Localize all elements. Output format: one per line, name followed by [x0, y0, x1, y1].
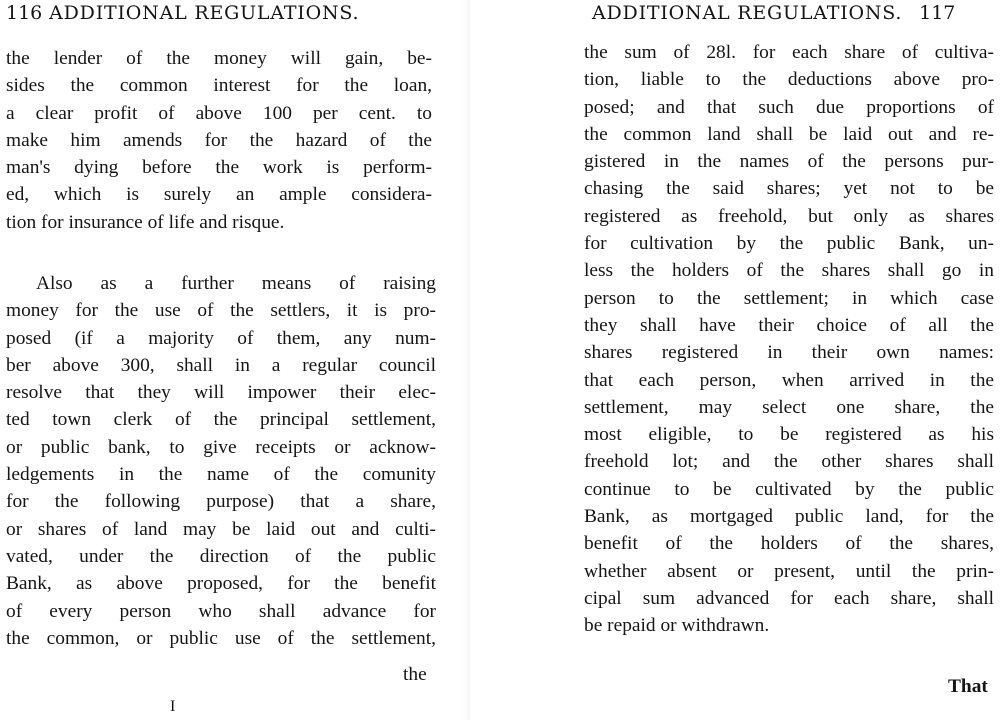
text-line: that each person, when arrived in the [584, 369, 994, 391]
text-line: ted town clerk of the principal settlement, [6, 409, 436, 431]
text-line: the sum of 28l. for each share of cultiva- [584, 42, 994, 63]
text-line: or public bank, to give receipts or acknow- [6, 436, 436, 458]
text-line: man's dying before the work is perform- [6, 157, 432, 179]
text-line: resolve that they will impower their elec- [6, 382, 436, 404]
text-line: ber above 300, shall in a regular council [6, 354, 436, 376]
text-line: for the following purpose) that a share, [6, 491, 436, 513]
left-running-title: ADDITIONAL REGULATIONS. [49, 2, 360, 24]
text-line: make him amends for the hazard of the [6, 129, 432, 151]
text-line: the common land shall be laid out and re- [584, 123, 994, 145]
text-line: whether absent or present, until the prin- [584, 560, 994, 582]
right-paragraph-1 [584, 39, 994, 640]
text-line: or shares of land may be laid out and culti- [6, 518, 436, 540]
text-line: the common, or public use of the settlement, [6, 627, 436, 649]
text-line: continue to be cultivated by the public [584, 478, 994, 500]
text-line: person to the settlement; in which case [584, 287, 994, 309]
text-line: of every person who shall advance for [6, 600, 436, 622]
text-line: they shall have their choice of all the [584, 314, 994, 336]
text-line: Also as a further means of raising [36, 273, 436, 294]
text-line: money for the use of the settlers, it is pro- [6, 300, 436, 322]
text-line: less the holders of the shares shall go in [584, 260, 994, 282]
text-line: sides the common interest for the loan, [6, 75, 432, 97]
text-line: gistered in the names of the persons pur- [584, 151, 994, 173]
left-paragraph-2 [6, 270, 436, 652]
text-line: chasing the said shares; yet not to be [584, 178, 994, 200]
right-page [470, 0, 1000, 720]
left-catchword: the [403, 664, 427, 685]
text-line: for cultivation by the public Bank, un- [584, 233, 994, 255]
text-line: ledgements in the name of the comunity [6, 464, 436, 486]
text-line: posed (if a majority of them, any num- [6, 327, 436, 349]
text-line: freehold lot; and the other shares shall [584, 451, 994, 473]
text-line: tion for insurance of life and risque. [6, 211, 285, 233]
text-line: tion, liable to the deductions above pro- [584, 69, 994, 91]
text-line: a clear profit of above 100 per cent. to [6, 102, 432, 124]
signature-mark: I [170, 698, 176, 715]
text-line: Bank, as mortgaged public land, for the [584, 506, 994, 528]
text-line: benefit of the holders of the shares, [584, 533, 994, 555]
text-line: ed, which is surely an ample considera- [6, 184, 432, 206]
right-running-title: ADDITIONAL REGULATIONS. [592, 2, 903, 24]
text-line: registered as freehold, but only as shares [584, 205, 994, 227]
text-line: the lender of the money will gain, be- [6, 48, 432, 69]
right-page-number: 117 [919, 2, 956, 24]
text-line: Bank, as above proposed, for the benefit [6, 573, 436, 595]
text-line: cipal sum advanced for each share, shall [584, 587, 994, 609]
text-line: most eligible, to be registered as his [584, 424, 994, 446]
text-line: vated, under the direction of the public [6, 545, 436, 567]
text-line: shares registered in their own names: [584, 342, 994, 364]
left-page-header [6, 2, 359, 24]
left-page [0, 0, 470, 720]
right-page-header [592, 2, 955, 24]
text-line: be repaid or withdrawn. [584, 615, 770, 637]
right-catchword: That [948, 676, 988, 697]
text-line: posed; and that such due proportions of [584, 96, 994, 118]
left-page-number: 116 [6, 2, 43, 24]
text-line: settlement, may select one share, the [584, 396, 994, 418]
left-paragraph-1 [6, 45, 432, 236]
